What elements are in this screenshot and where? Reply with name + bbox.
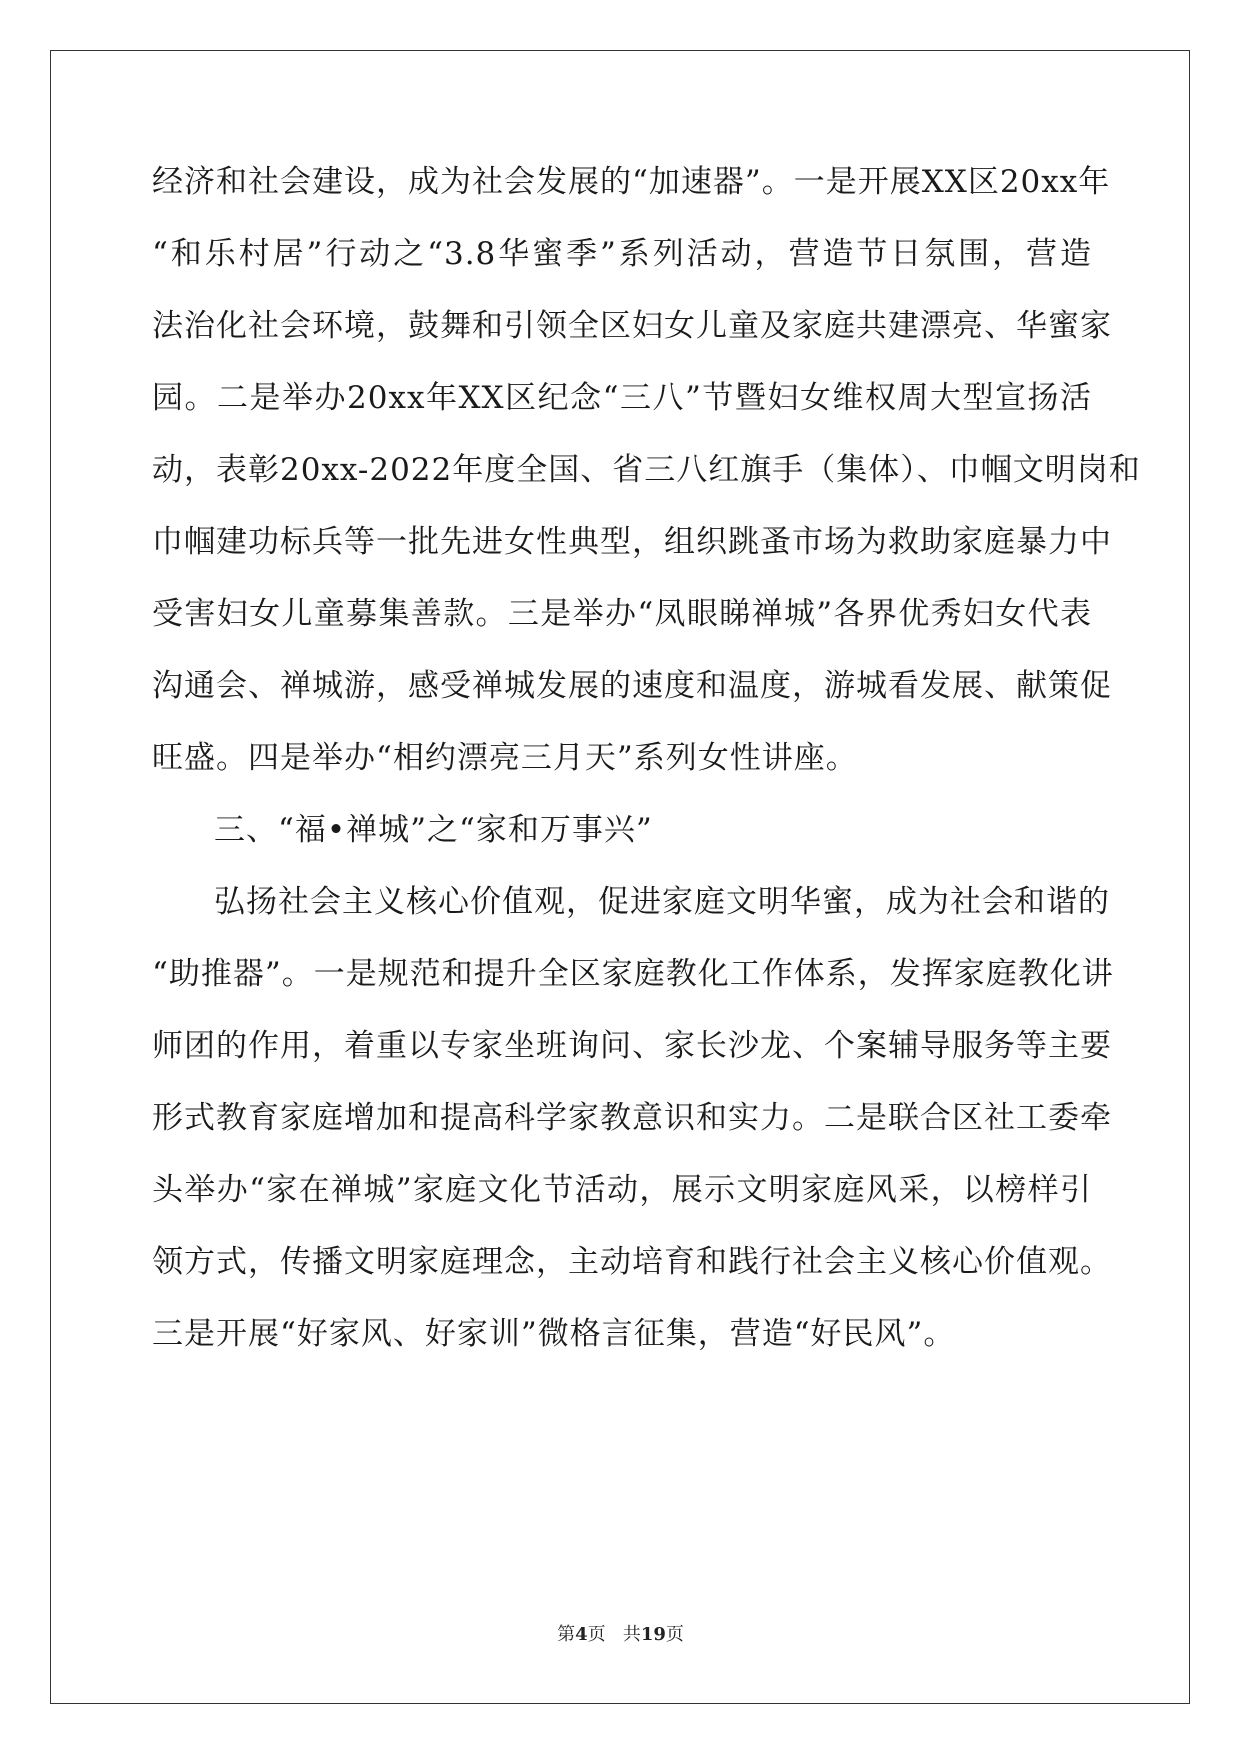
footer-page-suffix: 页 (587, 1624, 606, 1645)
footer-total-prefix: 共 (622, 1624, 641, 1645)
text-line: 法治化社会环境，鼓舞和引领全区妇女儿童及家庭共建漂亮、华蜜家 (152, 308, 1112, 344)
text-line: 巾帼建功标兵等一批先进女性典型，组织跳蚤市场为救助家庭暴力中 (152, 524, 1112, 560)
footer-prefix: 第 (557, 1624, 576, 1645)
text-line: “和乐村居”行动之“3.8华蜜季”系列活动，营造节日氛围，营造 (152, 236, 1092, 272)
paragraph-last-line: 三是开展“好家风、好家训”微格言征集，营造“好民风”。 (152, 1316, 956, 1352)
footer-total-suffix: 页 (665, 1624, 684, 1645)
current-page-number: 4 (575, 1624, 588, 1645)
text-line: 受害妇女儿童募集善款。三是举办“凤眼睇禅城”各界优秀妇女代表 (152, 596, 1092, 632)
page-border (50, 50, 1190, 1704)
text-line: 沟通会、禅城游，感受禅城发展的速度和温度，游城看发展、献策促 (152, 668, 1112, 704)
paragraph-last-line: 旺盛。四是举办“相约漂亮三月天”系列女性讲座。 (152, 740, 858, 776)
paragraph-first-line: 弘扬社会主义核心价值观，促进家庭文明华蜜，成为社会和谐的 (214, 884, 1110, 920)
text-line: 师团的作用，着重以专家坐班询问、家长沙龙、个案辅导服务等主要 (152, 1028, 1112, 1064)
section-heading: 三、“福•禅城”之“家和万事兴” (214, 812, 653, 848)
total-page-count: 19 (640, 1624, 666, 1645)
text-line: 经济和社会建设，成为社会发展的“加速器”。一是开展XX区20xx年 (152, 164, 1111, 200)
text-line: 园。二是举办20xx年XX区纪念“三八”节暨妇女维权周大型宣扬活 (152, 380, 1092, 416)
text-line: 领方式，传播文明家庭理念，主动培育和践行社会主义核心价值观。 (152, 1244, 1112, 1280)
text-line: 形式教育家庭增加和提高科学家教意识和实力。二是联合区社工委牵 (152, 1100, 1112, 1136)
text-line: “助推器”。一是规范和提升全区家庭教化工作体系，发挥家庭教化讲 (152, 956, 1114, 992)
page-footer (0, 1620, 1241, 1646)
text-line: 动，表彰20xx-2022年度全国、省三八红旗手（集体）、巾帼文明岗和 (152, 452, 1141, 488)
text-line: 头举办“家在禅城”家庭文化节活动，展示文明家庭风采，以榜样引 (152, 1172, 1092, 1208)
